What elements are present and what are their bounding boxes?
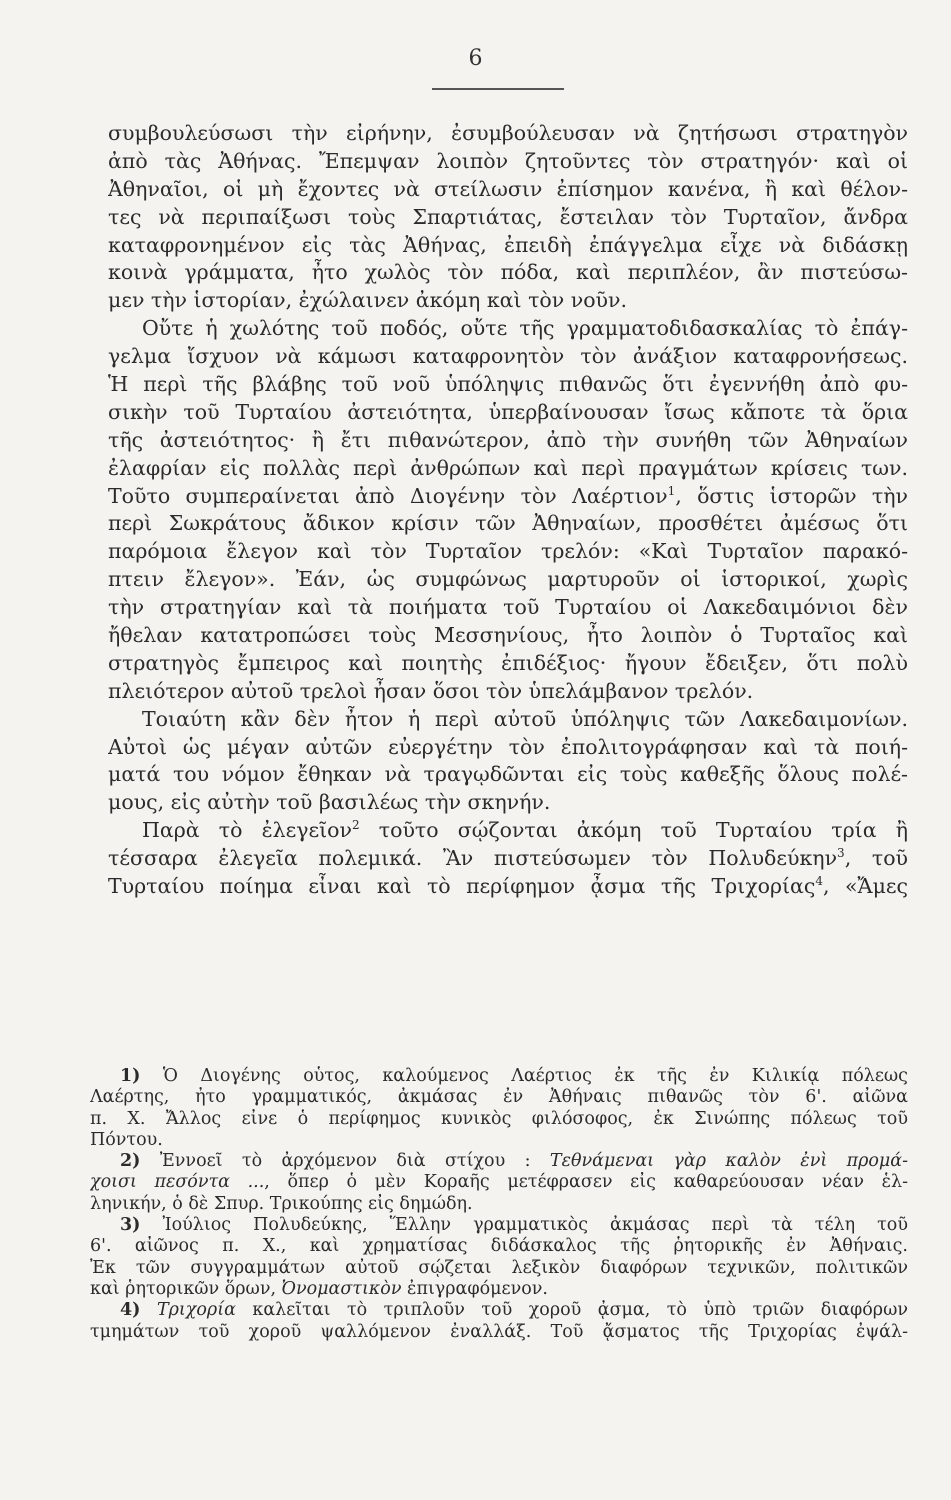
text-line: πλειότερον αὐτοῦ τρελοὶ ἦσαν ὅσοι τὸν ὑπελάμβανον τρελόν. <box>108 678 754 703</box>
term: Τριχορία <box>156 1300 236 1321</box>
text-line: συμβουλεύσωσι τὴν εἰρήνην, ἐσυμβούλευσαν νὰ ζητήσωσι στρατηγὸν <box>108 121 908 145</box>
footnote-text: Ὁ Διογένης οὗτος, καλούμενος Λαέρτιος ἐκ τῆς ἐν Κιλικίᾳ πόλεως <box>162 1066 908 1086</box>
footnote-4 <box>90 1300 908 1321</box>
text-segment: τέσσαρα ἐλεγεῖα πολεμικά. Ἂν πιστεύσωμεν τὸν Πολυδεύκην <box>108 846 838 871</box>
footnote-line: 6'. αἰῶνος π. Χ., καὶ χρηματίσας διδάσκαλος τῆς ῥητορικῆς ἐν Ἀθήναις. <box>90 1236 908 1257</box>
text-line: στρατηγὸς ἔμπειρος καὶ ποιητὴς ἐπιδέξιος· ἤγουν ἔδειξεν, ὅτι πολὺ <box>108 650 908 675</box>
text-line: Αὐτοὶ ὡς μέγαν αὐτῶν εὐεργέτην τὸν ἐπολιτογράφησαν καὶ τὰ ποιή- <box>108 734 908 759</box>
text-line: πτειν ἔλεγον». Ἐάν, ὡς συμφώνως μαρτυροῦν οἱ ἱστορικοί, χωρὶς <box>108 567 908 592</box>
text-line: κοινὰ γράμματα, ἦτο χωλὸς τὸν πόδα, καὶ περιπλέον, ἂν πιστεύσω- <box>108 260 908 285</box>
text-segment: Τοῦτο συμπεραίνεται ἀπὸ Διογένην τὸν Λαέρτιον <box>108 483 668 508</box>
text-line: καταφρονημένον εἰς τὰς Ἀθήνας, ἐπειδὴ ἐπάγγελμα εἶχε νὰ διδάσκῃ <box>108 232 908 257</box>
text-segment: Παρὰ τὸ ἐλεγεῖον <box>142 818 352 843</box>
footnote-line: π. Χ. Ἄλλος εἶνε ὁ περίφημος κυνικὸς φιλόσοφος, ἐκ Σινώπης πόλεως τοῦ <box>90 1108 908 1129</box>
text-line: μους, εἰς αὐτὴν τοῦ βασιλέως τὴν σκηνήν. <box>108 790 551 815</box>
text-line: ἤθελαν κατατροπώσει τοὺς Μεσσηνίους, ἦτο λοιπὸν ὁ Τυρταῖος καὶ <box>108 623 908 648</box>
text-line: Τοιαύτη κἂν δὲν ἦτον ἡ περὶ αὐτοῦ ὑπόληψις τῶν Λακεδαιμονίων. <box>142 706 908 731</box>
quoted-verse: χοισι πεσόντα ... <box>90 1172 265 1193</box>
footnote-number: 4) <box>120 1300 141 1321</box>
text-segment: , «Ἄμες <box>823 874 908 899</box>
footnote-1 <box>90 1066 908 1087</box>
text-line: ἐλαφρίαν εἰς πολλὰς περὶ ἀνθρώπων καὶ περὶ πραγμάτων κρίσεις των. <box>108 455 908 480</box>
footnote-text: καλεῖται τὸ τριπλοῦν τοῦ χοροῦ ᾆσμα, τὸ ὑπὸ τριῶν διαφόρων <box>252 1300 908 1321</box>
book-title: Ὀνομαστικὸν <box>281 1278 402 1299</box>
footnote-text: Ἐννοεῖ τὸ ἀρχόμενον διὰ στίχου : <box>159 1151 531 1172</box>
text-segment: τοῦτο σῴζονται ἀκόμη τοῦ Τυρταίου τρία ἢ <box>359 818 908 843</box>
text-segment: Τυρταίου ποίημα εἶναι καὶ τὸ περίφημον ᾆσμα τῆς Τριχορίας <box>108 874 816 899</box>
text-line <box>108 483 908 511</box>
text-line: τῆς ἀστειότητος· ἢ ἔτι πιθανώτερον, ἀπὸ τὴν συνήθη τῶν Ἀθηναίων <box>108 427 908 452</box>
footnote-text: ἐπιγραφόμενον. <box>407 1278 548 1299</box>
text-line: Οὔτε ἡ χωλότης τοῦ ποδός, οὔτε τῆς γραμματοδιδασκαλίας τὸ ἐπάγ- <box>142 316 908 341</box>
footnote-2 <box>90 1151 908 1172</box>
text-line: περὶ Σωκράτους ἄδικον κρίσιν τῶν Ἀθηναίων, προσθέτει ἀμέσως ὅτι <box>108 511 908 536</box>
footnote-line <box>90 1279 908 1300</box>
text-line <box>108 845 908 873</box>
text-segment: , τοῦ <box>844 846 908 871</box>
footnote-text: Ἰούλιος Πολυδεύκης, Ἕλλην γραμματικὸς ἀκμάσας περὶ τὰ τέλη τοῦ <box>162 1215 908 1236</box>
footnote-number: 3) <box>120 1215 141 1236</box>
text-line: μεν τὴν ἱστορίαν, ἐχώλαινεν ἀκόμη καὶ τὸν νοῦν. <box>108 288 627 313</box>
footnote-number: 1) <box>120 1066 141 1086</box>
footnote-line: ληνικήν, ὁ δὲ Σπυρ. Τρικούπης εἰς δημώδη. <box>90 1193 473 1214</box>
footnote-line: τμημάτων τοῦ χοροῦ ψαλλόμενον ἐναλλάξ. Τοῦ ᾄσματος τῆς Τριχορίας ἐψάλ- <box>90 1321 908 1342</box>
header-rule <box>432 88 564 90</box>
text-line: τὴν στρατηγίαν καὶ τὰ ποιήματα τοῦ Τυρταίου οἱ Λακεδαιμόνιοι δὲν <box>108 595 908 620</box>
footnote-line: Πόντου. <box>90 1129 163 1150</box>
text-line: ἀπὸ τὰς Ἀθήνας. Ἔπεμψαν λοιπὸν ζητοῦντες τὸν στρατηγόν· καὶ οἱ <box>108 148 908 173</box>
page-number: 6 <box>468 46 483 71</box>
quoted-verse: Τεθνάμεναι γὰρ καλὸν ἐνὶ προμά- <box>549 1151 908 1172</box>
main-text <box>108 120 908 901</box>
text-segment: , ὅστις ἱστορῶν τὴν <box>675 483 908 508</box>
footnote-ref-3: 3 <box>837 846 845 861</box>
footnote-ref-2: 2 <box>351 818 360 833</box>
footnote-line: Λαέρτης, ἦτο γραμματικός, ἀκμάσας ἐν Ἀθήναις πιθανῶς τὸν 6'. αἰῶνα <box>90 1087 908 1108</box>
text-line: γελμα ἴσχυον νὰ κάμωσι καταφρονητὸν τὸν ἀνάξιον καταφρονήσεως. <box>108 344 908 369</box>
footnote-ref-1: 1 <box>667 483 676 498</box>
text-line: Ἡ περὶ τῆς βλάβης τοῦ νοῦ ὑπόληψις πιθανῶς ὅτι ἐγεννήθη ἀπὸ φυ- <box>108 372 908 397</box>
text-line: ματά του νόμον ἔθηκαν νὰ τραγῳδῶνται εἰς τοὺς καθεξῆς ὅλους πολέ- <box>108 762 908 787</box>
footnote-line: Ἐκ τῶν συγγραμμάτων αὐτοῦ σῴζεται λεξικὸν διαφόρων τεχνικῶν, πολιτικῶν <box>90 1257 908 1278</box>
text-line: παρόμοια ἔλεγον καὶ τὸν Τυρταῖον τρελόν: «Καὶ Τυρταῖον παρακό- <box>108 539 908 564</box>
text-line <box>108 817 908 845</box>
footnotes <box>90 1066 908 1343</box>
footnote-line <box>90 1172 908 1193</box>
text-line <box>108 873 908 901</box>
text-line: Ἀθηναῖοι, οἱ μὴ ἔχοντες νὰ στείλωσιν ἐπίσημον κανένα, ἢ καὶ θέλον- <box>108 176 908 201</box>
footnote-3 <box>90 1215 908 1236</box>
footnote-ref-4: 4 <box>815 874 824 889</box>
text-line: σικὴν τοῦ Τυρταίου ἀστειότητα, ὑπερβαίνουσαν ἴσως κἄποτε τὰ ὅρια <box>108 399 908 424</box>
footnote-number: 2) <box>120 1151 141 1172</box>
footnote-text: καὶ ῥητορικῶν ὅρων, <box>90 1278 277 1299</box>
footnote-text: , ὅπερ ὁ μὲν Κοραῆς μετέφρασεν εἰς καθαρεύουσαν νέαν ἑλ- <box>264 1172 908 1193</box>
text-line: τες νὰ περιπαίξωσι τοὺς Σπαρτιάτας, ἔστειλαν τὸν Τυρταῖον, ἄνδρα <box>108 204 908 229</box>
